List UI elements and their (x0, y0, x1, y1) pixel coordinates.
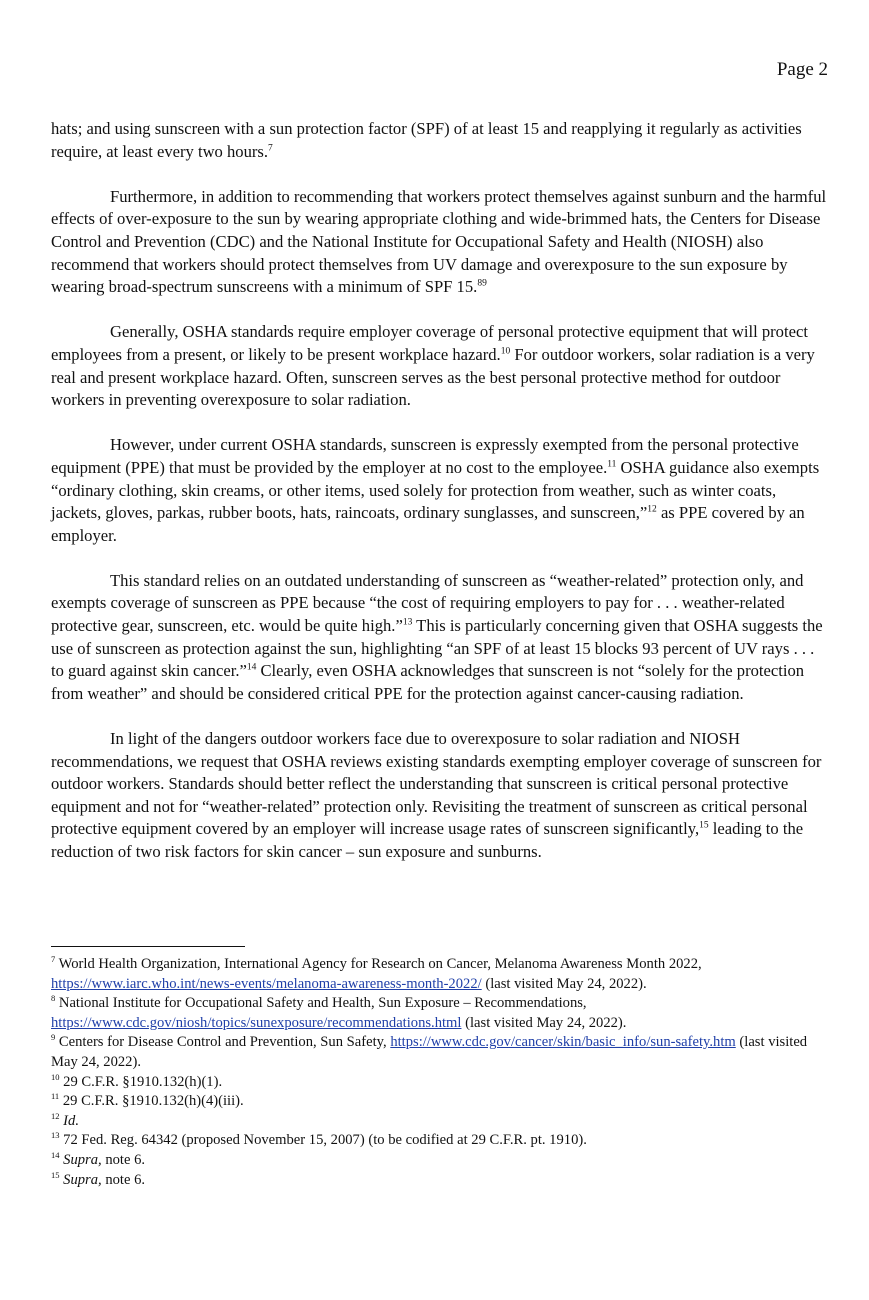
footnote-7 (51, 955, 829, 994)
footnotes (51, 955, 829, 1190)
footnote-number: 9 (51, 1032, 56, 1043)
text-run: This is particularly concerning given that OSHA suggests the use of sunscreen as protection against the sun, highlighting “an SPF of at least 15 blocks 93 percent of UV rays . . . to guard against skin cancer.” (51, 616, 823, 681)
text-run: as PPE covered by an employer. (51, 503, 805, 545)
text-run: (last visited May 24, 2022). (481, 975, 647, 992)
text-run: However, under current OSHA standards, sunscreen is expressly exempted from the personal protective equipment (PPE) that must be provided by the employer at no cost to the employee. (51, 435, 799, 477)
footnote-divider (51, 946, 245, 947)
paragraph-6 (51, 728, 829, 864)
text-run: National Institute for Occupational Safety and Health, Sun Exposure – Recommendations, (55, 995, 587, 1012)
italic-text: Supra, (63, 1171, 102, 1188)
footnote-8 (51, 994, 829, 1033)
text-run: World Health Organization, International Agency for Research on Cancer, Melanoma Awareness Month 2022, (55, 956, 702, 972)
url-link[interactable]: https://www.iarc.who.int/news-events/melanoma-awareness-month-2022/ (51, 975, 482, 992)
footnote-ref: 89 (477, 278, 487, 289)
text-run: 29 C.F.R. §1910.132(h)(1). (59, 1073, 223, 1090)
paragraph-4 (51, 434, 829, 547)
text-run: note 6. (101, 1151, 146, 1168)
footnote-number: 12 (51, 1110, 60, 1121)
text-run: OSHA guidance also exempts “ordinary clothing, skin creams, or other items, used solely for protection from weather, such as winter coats, jackets, gloves, parkas, rubber boots, hats, raincoats, ordinary sunglasses, and sunscreen,” (51, 457, 820, 523)
text-run: 72 Fed. Reg. 64342 (proposed November 15, 2007) (to be codified at 29 C.F.R. pt. 1910). (59, 1132, 587, 1149)
paragraph-5 (51, 570, 829, 706)
body-text (51, 118, 829, 886)
footnote-number: 10 (51, 1071, 60, 1082)
footnote-number: 15 (51, 1169, 60, 1180)
footnote-11 (51, 1092, 829, 1112)
text-run: note 6. (101, 1171, 146, 1188)
text-run: This standard relies on an outdated understanding of sunscreen as “weather-related” protection only, and exempts coverage of sunscreen as PPE because “the cost of requiring employers to pay for . . . weather-related protective gear, sunscreen, etc. would be quite high.” (51, 570, 804, 636)
footnote-ref: 13 (402, 617, 413, 628)
text-run: (last visited May 24, 2022). (461, 1014, 627, 1031)
footnote-number: 7 (51, 954, 56, 965)
text-run: (last visited May 24, 2022). (51, 1034, 808, 1070)
url-link[interactable]: https://www.cdc.gov/niosh/topics/sunexposure/recommendations.html (51, 1014, 462, 1031)
text-run: Generally, OSHA standards require employer coverage of personal protective equipment that will protect employees from a present, or likely to be present workplace hazard. (51, 322, 808, 364)
text-run: 29 C.F.R. §1910.132(h)(4)(iii). (59, 1093, 244, 1110)
text-run: Centers for Disease Control and Prevention, Sun Safety, (55, 1034, 391, 1051)
text-run: Furthermore, in addition to recommending that workers protect themselves against sunburn and the harmful effects of over-exposure to the sun by wearing appropriate clothing and wide-brimmed hats, the Centers for Disease Control and Prevention (CDC) and the National Institute for Occupational Safety and Health (NIOSH) also recommend that workers should protect themselves from UV damage and overexposure to the sun exposure by wearing broad-spectrum sunscreens with a minimum of SPF 15. (51, 186, 827, 297)
text-run: hats; and using sunscreen with a sun protection factor (SPF) of at least 15 and reapplying it regularly as activities require, at least every two hours. (51, 119, 802, 161)
footnote-number: 13 (51, 1130, 60, 1141)
footnote-ref: 12 (647, 504, 657, 515)
footnote-ref: 10 (500, 346, 511, 357)
italic-text: Supra, (63, 1151, 102, 1168)
footnote-15 (51, 1171, 829, 1191)
footnote-ref: 15 (699, 820, 709, 831)
footnote-ref: 7 (268, 143, 273, 154)
text-run: leading to the reduction of two risk factors for skin cancer – sun exposure and sunburns. (51, 819, 804, 861)
footnote-14 (51, 1151, 829, 1171)
text-run: For outdoor workers, solar radiation is a very real and present workplace hazard. Often, sunscreen serves as the best personal protective method for outdoor workers in preventing overexposure to solar radiation. (51, 344, 815, 410)
footnote-number: 8 (51, 993, 56, 1004)
footnote-number: 14 (51, 1150, 60, 1161)
footnote-10 (51, 1073, 829, 1093)
text-run: In light of the dangers outdoor workers face due to overexposure to solar radiation and NIOSH recommendations, we request that OSHA reviews existing standards exempting employer coverage of sunscreen for outdoor workers. Standards should better reflect the understanding that sunscreen is critical personal protective equipment and not for “weather-related” protection only. Revisiting the treatment of sunscreen as critical personal protective equipment covered by an employer will increase usage rates of sunscreen significantly, (51, 729, 822, 839)
footnote-ref: 14 (246, 662, 257, 673)
footnote-ref: 11 (607, 459, 617, 470)
url-link[interactable]: https://www.cdc.gov/cancer/skin/basic_info/sun-safety.htm (390, 1034, 736, 1051)
page-number: Page 2 (776, 59, 828, 80)
footnote-12 (51, 1112, 829, 1132)
paragraph-1 (51, 118, 829, 163)
footnote-number: 11 (51, 1091, 60, 1102)
paragraph-3 (51, 321, 829, 411)
footnote-9 (51, 1033, 829, 1072)
text-run: Clearly, even OSHA acknowledges that sunscreen is not “solely for the protection from weather” and should be considered critical PPE for the protection against cancer-causing radiation. (51, 661, 805, 703)
footnote-13 (51, 1131, 829, 1151)
paragraph-2 (51, 186, 829, 299)
italic-text: Id. (63, 1112, 79, 1129)
